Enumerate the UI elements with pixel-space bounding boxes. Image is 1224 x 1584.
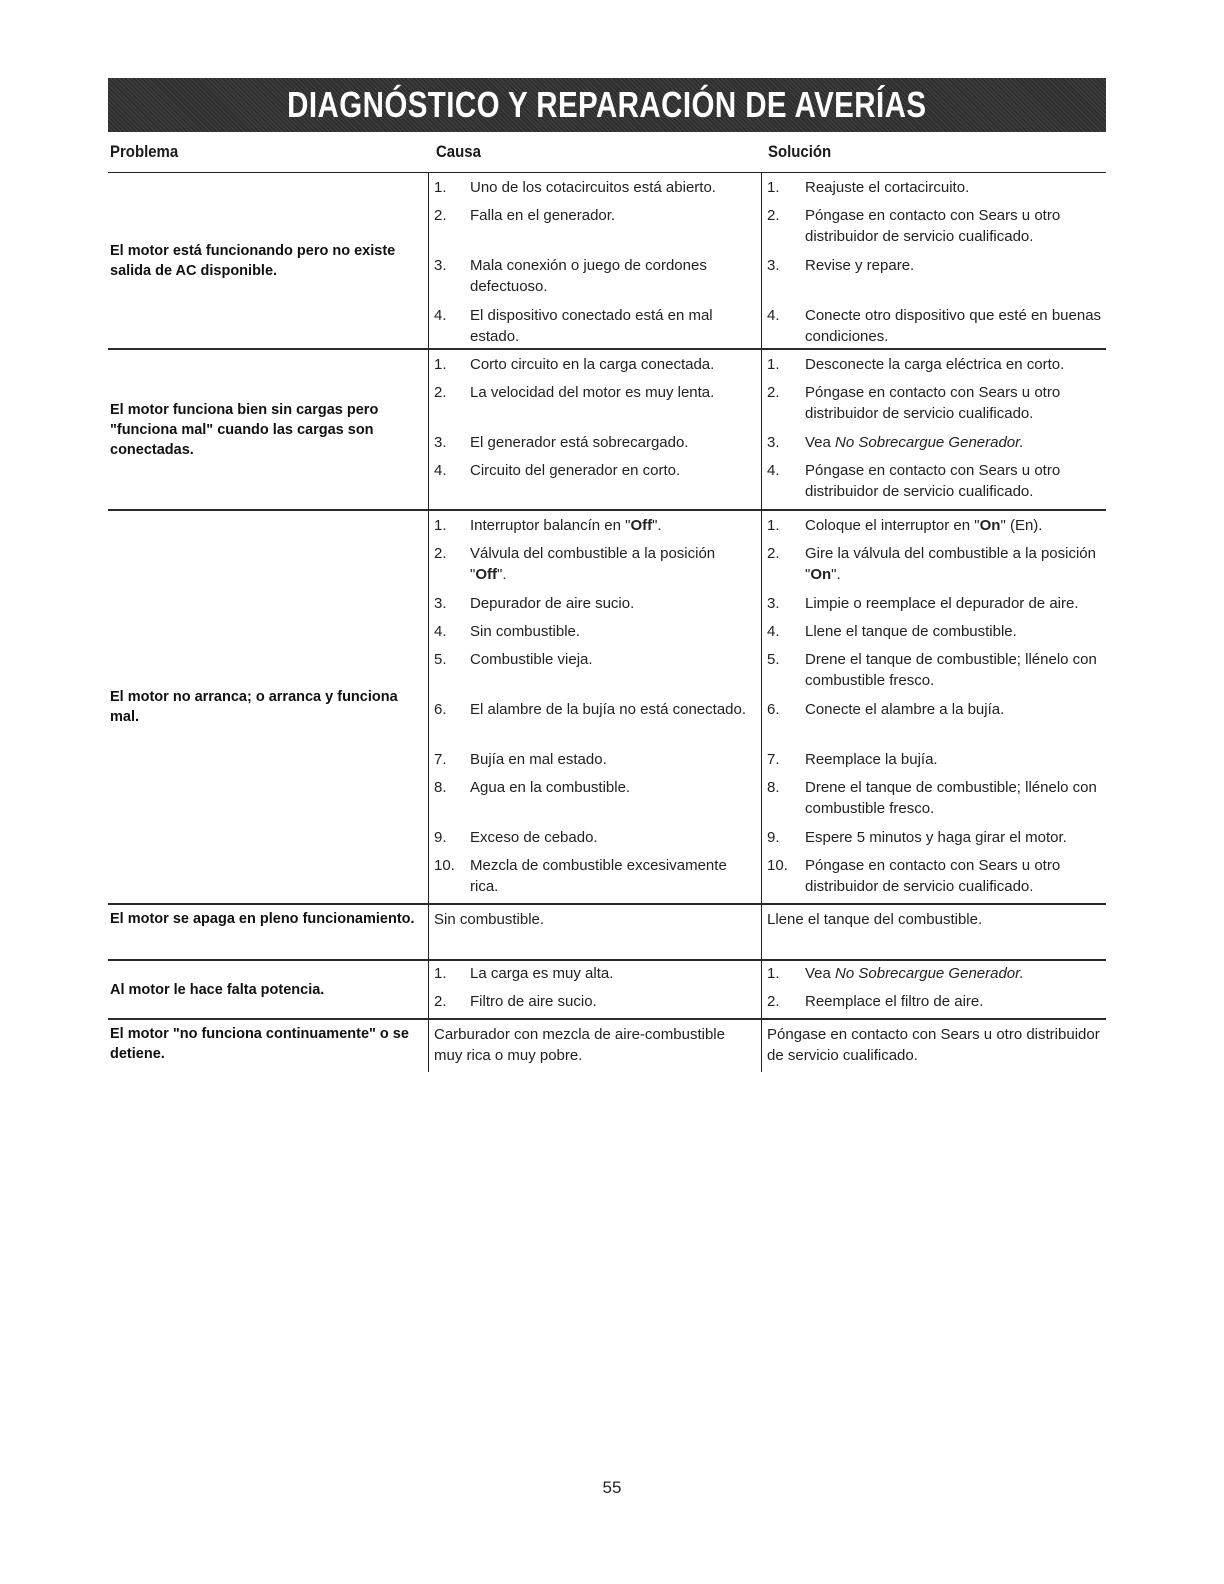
cause-text: Carburador con mezcla de aire-combustible muy rica o muy pobre.	[434, 1026, 725, 1064]
cause-item: 1. La carga es muy alta.	[434, 965, 614, 982]
cause-item: 1. Interruptor balancín en "Off".	[434, 517, 662, 534]
cause-item: 2. Filtro de aire sucio.	[434, 993, 597, 1010]
cause-text: Sin combustible.	[434, 911, 545, 928]
solution-text: Llene el tanque del combustible.	[767, 911, 983, 928]
problem-cell: El motor está funcionando pero no existe salida de AC disponible.	[110, 242, 396, 279]
problem-cell: El motor funciona bien sin cargas pero "funciona mal" cuando las cargas son conectadas.	[110, 401, 379, 458]
solution-item: 9. Espere 5 minutos y haga girar el motor.	[767, 829, 1067, 846]
cause-item: 4. Sin combustible.	[434, 623, 581, 640]
table-row	[108, 511, 1106, 905]
solution-item: 3. Vea No Sobrecargue Generador.	[767, 434, 1024, 451]
solution-item: 4. Llene el tanque de combustible.	[767, 623, 1017, 640]
cause-item: 7. Bujía en mal estado.	[434, 751, 607, 768]
solution-item: 1. Reajuste el cortacircuito.	[767, 179, 970, 196]
solution-item: 1. Desconecte la carga eléctrica en corto.	[767, 356, 1065, 373]
cause-item: 9. Exceso de cebado.	[434, 829, 598, 846]
page-title: DIAGNÓSTICO Y REPARACIÓN DE AVERÍAS	[287, 84, 927, 125]
cause-item: 6. El alambre de la bujía no está conectado.	[434, 701, 747, 718]
problem-cell: El motor se apaga en pleno funcionamiento.	[110, 911, 415, 927]
header-problema: Problema	[110, 142, 179, 161]
cause-item: 4. Circuito del generador en corto.	[434, 462, 681, 479]
header-solucion: Solución	[768, 142, 832, 161]
cause-item: 5. Combustible vieja.	[434, 651, 593, 668]
solution-item: 6. Conecte el alambre a la bujía.	[767, 701, 1005, 718]
cause-item: 2. La velocidad del motor es muy lenta.	[434, 384, 715, 401]
problem-cell: Al motor le hace falta potencia.	[110, 981, 325, 998]
table-row	[108, 905, 1106, 961]
cause-item: 1. Uno de los cotacircuitos está abierto.	[434, 179, 716, 196]
cause-item: 3. El generador está sobrecargado.	[434, 434, 689, 451]
troubleshooting-table	[108, 173, 1106, 1072]
cause-item: 3. Mala conexión o juego de cordones defectuoso.	[434, 257, 707, 295]
solution-item: 4. Póngase en contacto con Sears u otro distribuidor de servicio cualificado.	[767, 462, 1061, 500]
cause-item: 3. Depurador de aire sucio.	[434, 595, 635, 612]
table-row	[108, 961, 1106, 1020]
problem-cell: El motor no arranca; o arranca y funciona mal.	[110, 689, 398, 725]
cause-item: 2. Falla en el generador.	[434, 207, 616, 224]
page-number: 55	[602, 1478, 622, 1497]
solution-item: 1. Vea No Sobrecargue Generador.	[767, 965, 1024, 982]
solution-item: 7. Reemplace la bujía.	[767, 751, 938, 768]
solution-item: 2. Gire la válvula del combustible a la posición "On".	[767, 545, 1096, 583]
header-causa: Causa	[436, 142, 481, 161]
cause-item: 2. Válvula del combustible a la posición "Off".	[434, 545, 716, 583]
solution-item: 5. Drene el tanque de combustible; llénelo con combustible fresco.	[767, 651, 1097, 689]
solution-item: 3. Revise y repare.	[767, 257, 915, 274]
solution-item: 2. Póngase en contacto con Sears u otro distribuidor de servicio cualificado.	[767, 207, 1061, 245]
solution-item: 2. Póngase en contacto con Sears u otro distribuidor de servicio cualificado.	[767, 384, 1061, 422]
solution-item: 3. Limpie o reemplace el depurador de aire.	[767, 595, 1079, 612]
title-banner	[108, 78, 1106, 132]
cause-item: 4. El dispositivo conectado está en mal estado.	[434, 307, 713, 345]
solution-item: 10. Póngase en contacto con Sears u otro distribuidor de servicio cualificado.	[767, 857, 1061, 895]
solution-text: Póngase en contacto con Sears u otro distribuidor de servicio cualificado.	[767, 1026, 1100, 1064]
table-row	[108, 350, 1106, 511]
solution-item: 1. Coloque el interruptor en "On" (En).	[767, 517, 1043, 534]
cause-item: 1. Corto circuito en la carga conectada.	[434, 356, 715, 373]
solution-item: 2. Reemplace el filtro de aire.	[767, 993, 984, 1010]
cause-item: 8. Agua en la combustible.	[434, 779, 631, 796]
solution-item: 4. Conecte otro dispositivo que esté en buenas condiciones.	[767, 307, 1102, 345]
solution-item: 8. Drene el tanque de combustible; llénelo con combustible fresco.	[767, 779, 1097, 817]
table-row	[108, 173, 1106, 350]
cause-item: 10. Mezcla de combustible excesivamente rica.	[434, 857, 727, 895]
table-row	[108, 1020, 1106, 1072]
problem-cell: El motor "no funciona continuamente" o se detiene.	[110, 1026, 409, 1062]
